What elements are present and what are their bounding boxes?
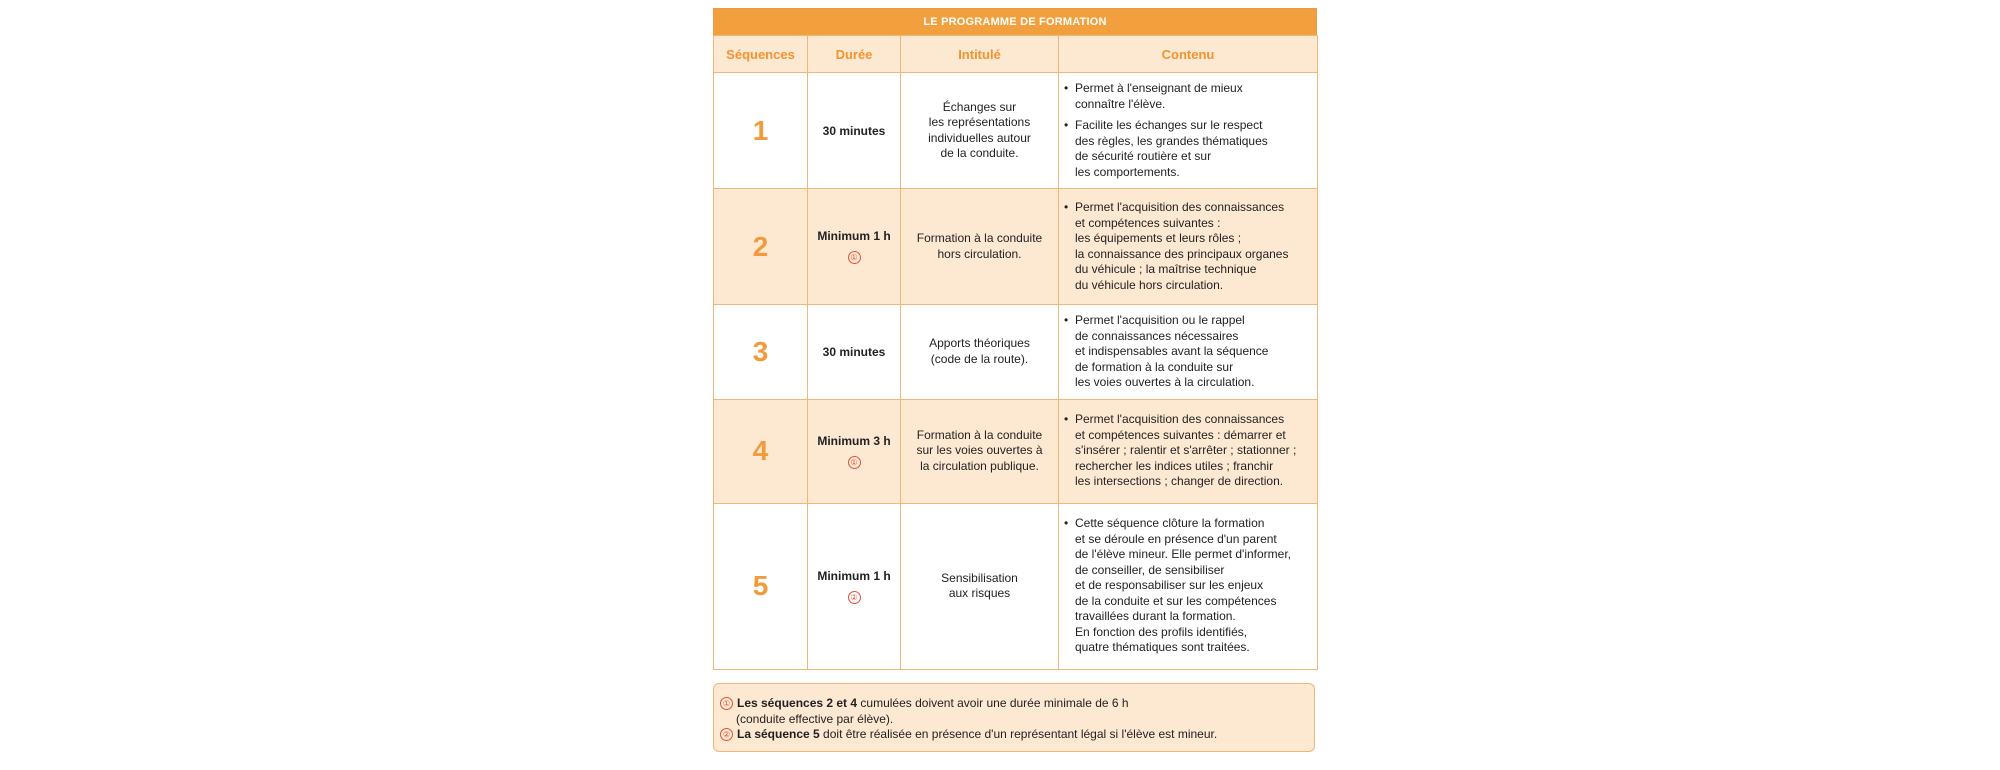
content-line: de formation à la conduite sur [1075,359,1234,374]
table-row [714,73,1318,189]
content-bullet [1063,412,1311,490]
intitule-line: Échanges sur [942,99,1017,114]
content-line: de l'élève mineur. Elle permet d'informer, [1075,547,1292,562]
content-line: et de responsabiliser sur les enjeux [1075,578,1264,593]
content-line: la connaissance des principaux organes [1075,246,1289,261]
table-row [714,189,1318,305]
bullet-dot-icon: • [1064,412,1069,427]
duration-text: Minimum 1 h [817,568,891,583]
duration-text: Minimum 3 h [817,433,891,448]
duration-note-wrap [808,243,900,264]
table-row [714,399,1318,503]
header-duree: Durée [808,36,901,73]
content-line: les comportements. [1075,164,1180,179]
bullet-dot-icon: • [1064,118,1069,132]
sequence-number: 4 [714,399,808,503]
duration-cell [808,305,901,400]
content-line: Facilite les échanges sur le respect [1075,118,1263,132]
footnote-1 [720,696,1308,712]
intitule-line: la circulation publique. [920,458,1039,473]
intitule-line: (code de la route). [930,351,1029,366]
intitule-cell [901,305,1059,400]
content-line: des règles, les grandes thématiques [1075,133,1268,148]
content-line: et se déroule en présence d'un parent [1075,531,1277,546]
content-line: Cette séquence clôture la formation [1075,516,1265,531]
content-line: et compétences suivantes : démarrer et [1075,427,1286,442]
content-line: et compétences suivantes : [1075,215,1221,230]
duration-text: 30 minutes [822,344,886,359]
bullet-dot-icon: • [1064,81,1069,95]
intitule-line: aux risques [948,586,1011,600]
intitule-line: les représentations [928,115,1031,129]
duration-cell [808,399,901,503]
content-line: et indispensables avant la séquence [1075,344,1269,358]
program-table [713,35,1318,670]
table-row [714,305,1318,400]
intitule-line: hors circulation. [937,246,1022,261]
intitule-line: Sensibilisation [941,570,1018,585]
duration-text: 30 minutes [822,123,886,138]
footnote-1-text: cumulées doivent avoir une durée minimale de 6 h [857,696,1129,710]
sequence-number: 5 [714,503,808,669]
footnote-1-continuation: (conduite effective par élève). [736,711,894,726]
intitule-line: Apports théoriques [929,336,1030,351]
content-line: du véhicule hors circulation. [1075,277,1224,292]
intitule-cell [901,399,1059,503]
content-line: Permet l'acquisition des connaissances [1075,200,1285,214]
footnote-1-mark: ① [720,697,733,710]
bullet-dot-icon: • [1064,200,1069,214]
duration-note-wrap [808,583,900,604]
intitule-line: Formation à la conduite [916,427,1043,442]
duration-cell [808,73,901,189]
content-line: rechercher les indices utiles ; franchir [1075,458,1274,473]
footnote-2-bold: La séquence 5 [737,727,820,741]
intitule-line: Formation à la conduite [916,231,1043,245]
content-line: Permet à l'enseignant de mieux [1075,81,1243,95]
content-line: de sécurité routière et sur [1075,149,1212,163]
content-line: quatre thématiques sont traitées. [1075,640,1250,655]
intitule-line: sur les voies ouvertes à [916,443,1043,458]
content-line: travaillées durant la formation. [1075,609,1236,624]
content-bullet [1063,516,1311,656]
content-line: En fonction des profils identifiés, [1075,624,1248,639]
content-line: du véhicule ; la maîtrise technique [1075,262,1257,276]
content-line: les voies ouvertes à la circulation. [1075,375,1255,389]
content-bullet [1063,81,1311,112]
duration-note-wrap [808,448,900,469]
header-sequences: Séquences [714,36,808,73]
sequence-number: 3 [714,305,808,400]
footnote-2 [720,727,1308,743]
program-title-banner: LE PROGRAMME DE FORMATION [713,8,1317,35]
sequence-number: 1 [714,73,808,189]
content-bullet [1063,118,1311,180]
intitule-cell [901,189,1059,305]
content-line: de la conduite et sur les compétences [1075,593,1277,608]
intitule-line: de la conduite. [940,146,1019,160]
intitule-cell [901,73,1059,189]
intitule-cell [901,503,1059,669]
contenu-cell [1059,73,1318,189]
contenu-cell [1059,305,1318,400]
footnote-ref-mark: ② [848,591,861,604]
contenu-cell [1059,399,1318,503]
contenu-cell [1059,503,1318,669]
footnote-2-text: doit être réalisée en présence d'un représentant légal si l'élève est mineur. [819,727,1218,741]
content-line: les équipements et leurs rôles ; [1075,231,1242,245]
content-bullet [1063,200,1311,293]
intitule-line: individuelles autour [928,130,1031,145]
content-line: connaître l'élève. [1075,96,1166,111]
footnote-2-mark: ② [720,728,733,741]
table-header-row [714,36,1318,73]
header-contenu: Contenu [1059,36,1318,73]
bullet-dot-icon: • [1064,313,1069,327]
footnote-1-bold: Les séquences 2 et 4 [737,696,858,710]
sequence-number: 2 [714,189,808,305]
content-bullet [1063,313,1311,391]
training-program-document [713,8,1317,670]
duration-cell [808,189,901,305]
header-intitule: Intitulé [901,36,1059,73]
content-line: Permet l'acquisition ou le rappel [1075,313,1245,327]
content-line: de conseiller, de sensibiliser [1075,562,1225,577]
table-row [714,503,1318,669]
footnote-ref-mark: ① [848,251,861,264]
bullet-dot-icon: • [1064,516,1069,531]
footnote-ref-mark: ① [848,456,861,469]
footnotes-box [713,683,1315,752]
duration-cell [808,503,901,669]
duration-text: Minimum 1 h [817,229,891,243]
content-line: de connaissances nécessaires [1075,328,1239,343]
contenu-cell [1059,189,1318,305]
content-line: Permet l'acquisition des connaissances [1075,412,1285,427]
content-line: s'insérer ; ralentir et s'arrêter ; stationner ; [1075,443,1297,458]
content-line: les intersections ; changer de direction. [1075,474,1284,489]
